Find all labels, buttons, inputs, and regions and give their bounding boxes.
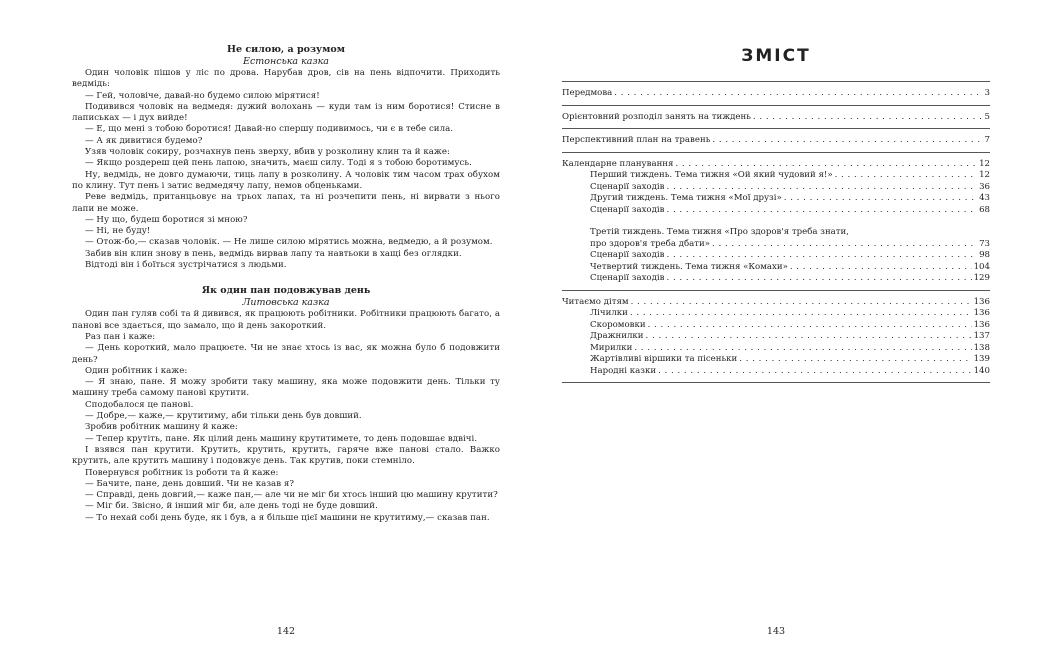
toc-entry-page: 139 [973, 354, 990, 364]
toc-entry-label: Народні казки [590, 365, 657, 376]
toc-entry-page: 5 [984, 111, 990, 122]
paragraph: — Гей, чоловіче, давай-но будемо силою мірятися! [85, 90, 320, 101]
toc-entry-label: Жартівливі віршики та пісеньки [590, 354, 738, 364]
toc-entry-label: Дражнилки [590, 331, 644, 341]
paragraph: Зробив робітник машину й каже: [85, 422, 238, 433]
toc-entry-week2-scenarios[interactable] [562, 205, 990, 217]
toc-entry-label: Скоромовки [590, 319, 646, 330]
paragraph: Реве ведмідь, пританцьовує на трьох лапах, та ні розчепити пень, ні вирвати з нього лапи не може. [72, 192, 500, 214]
paragraph: — День короткий, мало працюєте. Чи не знає хтось із вас, як можна було б подовжити день? [72, 343, 500, 365]
leader-dots [666, 250, 977, 262]
leader-dots [712, 239, 977, 251]
leader-dots [675, 159, 977, 171]
toc-entry-distribution[interactable] [562, 112, 990, 124]
toc-entry-tongue-twisters[interactable] [562, 320, 990, 332]
paragraph: — Ні, не буду! [85, 226, 151, 237]
toc-entry-label: Передмова [562, 88, 613, 98]
toc-entry-label: Сценарії заходів [590, 273, 665, 283]
toc-entry-label: Сценарії заходів [590, 250, 665, 260]
paragraph: — Е, що мені з тобою боротися! Давай-но спершу подивимось, чи є в тебе сила. [85, 124, 454, 135]
toc-entry-label: Орієнтовний розподіл занять на тиждень [562, 111, 751, 122]
paragraph: Один робітник і каже: [85, 365, 188, 376]
leader-dots [753, 112, 983, 124]
story-subtitle: Естонська казка [243, 56, 329, 67]
leader-dots [648, 320, 972, 332]
toc-entry-page: 140 [973, 365, 990, 376]
toc-entry-page: 43 [979, 193, 990, 203]
paragraph: — Ну що, будеш боротися зі мною? [85, 214, 248, 225]
leader-dots [631, 297, 972, 309]
paragraph: Відтоді він і боїться зустрічатися з людьми. [85, 260, 287, 271]
story-body [72, 68, 500, 271]
toc-entry-plan[interactable] [562, 135, 990, 147]
toc-entry-page: 104 [973, 261, 990, 272]
toc-entry-label: Другий тиждень. Тема тижня «Мої друзі» [590, 193, 782, 203]
paragraph: — Добре,— каже,— крутитиму, аби тільки день був довший. [85, 411, 362, 422]
story-subtitle: Литовська казка [242, 297, 330, 309]
toc-entry-week2[interactable] [562, 193, 990, 205]
paragraph: Сподобалося це панові. [85, 399, 194, 410]
paragraph: Один чоловік пішов у ліс по дрова. Нарубав дров, сів на пень відпочити. Приходить ведмідь: [72, 68, 500, 90]
paragraph: Повернувся робітник із роботи та й каже: [85, 467, 279, 478]
toc-entry-page: 12 [979, 170, 990, 180]
paragraph: Подивився чоловік на ведмедя: дужий волохань — куди там із ним боротися! Стисне в лаписьках — і дух вийде! [72, 101, 500, 124]
divider [562, 105, 990, 106]
divider [562, 128, 990, 129]
toc-entry-label: Читаємо дітям [562, 296, 629, 307]
toc-entry-label: Перший тиждень. Тема тижня «Ой який чудовий я!» [590, 170, 833, 180]
paragraph: — То нехай собі день буде, як і був, а я більше цієї машини не крутитиму,— сказав пан. [85, 512, 490, 523]
divider [562, 290, 990, 291]
divider [562, 152, 990, 153]
paragraph: — Тепер крутіть, пане. Як цілий день машину крутитимете, то день подовшає вдвічі. [85, 433, 478, 444]
leader-dots [666, 273, 971, 285]
toc-entry-label: Календарне планування [562, 158, 674, 169]
toc-entry-week1[interactable] [562, 170, 990, 182]
right-page [562, 0, 990, 668]
paragraph: — Справді, день довгий,— каже пан,— але чи не міг би хтось інший цю машину крутити? [85, 490, 498, 501]
leader-dots [614, 88, 982, 100]
leader-dots [790, 262, 972, 274]
leader-dots [646, 331, 972, 343]
toc-entry-page: 136 [973, 308, 990, 318]
leader-dots [784, 193, 977, 205]
story-estonian [72, 44, 500, 271]
paragraph: Раз пан і каже: [85, 331, 156, 342]
toc-entry-page: 73 [979, 238, 990, 249]
paragraph: Один пан гуляв собі та й дивився, як працюють робітники. Робітники працюють багато, а панові все здається, що замало, що й день закороткий. [72, 309, 500, 331]
toc-entry-page: 3 [984, 88, 990, 98]
toc-entry-page: 68 [979, 204, 990, 215]
story-body [72, 309, 500, 524]
toc-entry-label: Сценарії заходів [590, 181, 665, 192]
leader-dots [630, 308, 972, 320]
paragraph: Ну, ведмідь, не довго думаючи, тиць лапу в розколину. А чоловік тим часом трах обухом по клину. Тут пень і затис ведмедячу лапу, немов обценьками. [72, 169, 500, 191]
paragraph: Узяв чоловік сокиру, розчахнув пень зверху, вбив у розколину клин та й каже: [85, 147, 450, 158]
toc-entry-peace-rhymes[interactable] [562, 343, 990, 355]
toc-entry-calendar[interactable] [562, 159, 990, 171]
toc-entry-page: 137 [973, 331, 990, 341]
toc-entry-teasers[interactable] [562, 331, 990, 343]
toc-entry-page: 129 [973, 273, 990, 283]
toc-entry-label: Перспективний план на травень [562, 135, 711, 145]
leader-dots [712, 135, 982, 147]
toc-entry-preface[interactable] [562, 88, 990, 100]
page-number: 142 [276, 626, 296, 637]
paragraph: І взявся пан крутити. Крутить, крутить, крутить, гаряче вже панові стало. Важко крутить, але крутить машину і подовжує день. Так крутив, поки стемніло. [72, 444, 500, 467]
toc-entry-label: про здоров'я треба дбати» [590, 238, 711, 249]
toc-entry-folk-tales[interactable] [562, 366, 990, 378]
paragraph: — Якщо роздереш цей пень лапою, значить, маєш силу. Тоді я з тобою боротимусь. [85, 158, 472, 169]
divider [562, 382, 990, 383]
toc-entry-page: 36 [979, 181, 990, 192]
paragraph: — А як дивитися будемо? [85, 135, 203, 146]
page-number: 143 [766, 626, 786, 637]
paragraph: — Бачите, пане, день довший. Чи не казав я? [85, 478, 295, 489]
toc-entry-week4[interactable] [562, 262, 990, 274]
toc-entry-label: Лічилки [590, 308, 628, 318]
toc-title: ЗМІСТ [741, 46, 811, 66]
toc-entry-week3-line1[interactable]: Третій тиждень. Тема тижня «Про здоров'я треба знати, [590, 227, 850, 237]
toc-entry-week1-scenarios[interactable] [562, 182, 990, 194]
toc-entry-reading[interactable] [562, 297, 990, 309]
toc-entry-page: 12 [979, 158, 990, 169]
toc-entry-page: 136 [973, 296, 990, 307]
toc-entry-label: Мирилки [590, 342, 633, 353]
toc-entry-funny-verses[interactable] [562, 354, 990, 366]
story-title: Як один пан подовжував день [201, 285, 371, 297]
toc-entry-counting-rhymes[interactable] [562, 308, 990, 320]
paragraph: — Отож-бо,— сказав чоловік. — Не лише силою мірятись можна, ведмедю, а й розумом. [85, 237, 493, 248]
leader-dots [835, 170, 977, 182]
leader-dots [666, 205, 977, 217]
toc-entry-page: 7 [984, 135, 990, 145]
leader-dots [666, 182, 977, 194]
paragraph: — Я знаю, пане. Я можу зробити таку машину, яка може подовжити день. Тільки ту машину треба самому панові крутити. [72, 377, 500, 399]
toc-entry-page: 138 [973, 342, 990, 353]
paragraph: — Міг би. Звісно, й інший міг би, але день тоді не буде довший. [85, 501, 378, 512]
leader-dots [634, 343, 971, 355]
table-of-contents [562, 81, 990, 383]
story-title: Не силою, а розумом [227, 44, 345, 55]
toc-entry-page: 136 [973, 319, 990, 330]
toc-entry-label: Четвертий тиждень. Тема тижня «Комахи» [590, 261, 788, 272]
paragraph: Забив він клин знову в пень, ведмідь вирвав лапу та навтьоки в хащі без оглядки. [85, 248, 462, 259]
left-page [72, 0, 500, 668]
toc-entry-week4-scenarios[interactable] [562, 273, 990, 285]
story-lithuanian [72, 285, 500, 524]
divider [562, 81, 990, 82]
toc-entry-page: 98 [979, 250, 990, 260]
leader-dots [739, 354, 971, 366]
toc-entry-label: Сценарії заходів [590, 204, 665, 215]
spacer [562, 216, 990, 227]
leader-dots [658, 366, 972, 378]
toc-entry-week3-scenarios[interactable] [562, 250, 990, 262]
toc-entry-week3[interactable] [562, 239, 990, 251]
